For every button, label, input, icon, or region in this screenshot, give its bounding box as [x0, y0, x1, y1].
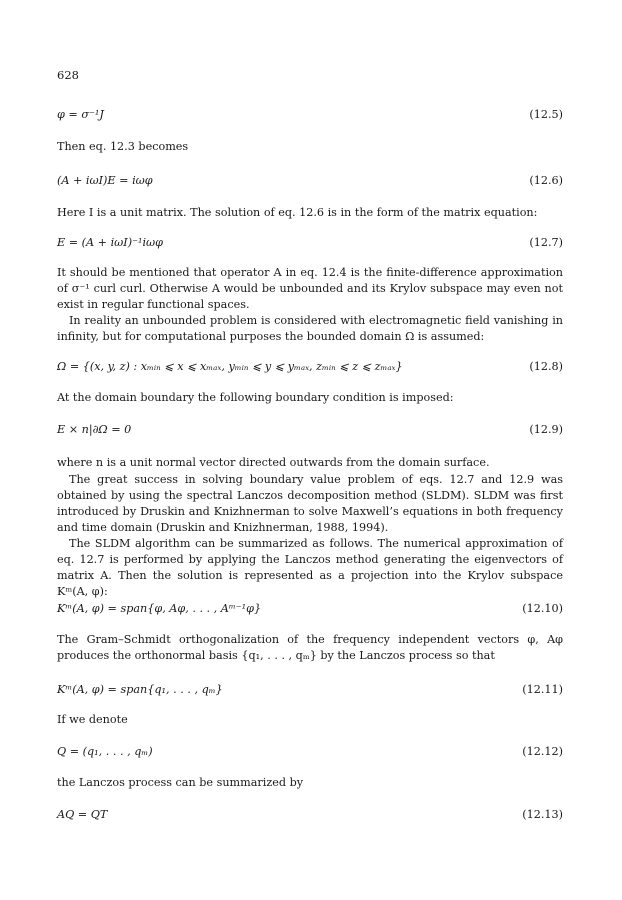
equation-number: (12.9) — [529, 423, 563, 436]
paragraph-if-we-denote: If we denote — [57, 713, 128, 726]
equation-number: (12.13) — [522, 808, 563, 821]
equation-12-13 — [57, 808, 563, 824]
equation-number: (12.6) — [529, 174, 563, 187]
equation-12-9 — [57, 423, 563, 439]
equation-expression: φ = σ⁻¹J — [57, 108, 104, 121]
equation-12-6 — [57, 174, 563, 190]
equation-number: (12.7) — [529, 236, 563, 249]
equation-expression: E = (A + iωI)⁻¹iωφ — [57, 236, 163, 249]
equation-12-7 — [57, 236, 563, 252]
paragraph-then-eq: Then eq. 12.3 becomes — [57, 140, 189, 153]
equation-expression: Q = (q₁, . . . , qₘ) — [57, 745, 153, 758]
equation-expression: E × n|∂Ω = 0 — [57, 423, 132, 436]
equation-12-10 — [57, 602, 563, 618]
paragraph-lanczos-summary: the Lanczos process can be summarized by — [57, 776, 304, 789]
equation-number: (12.11) — [522, 683, 563, 696]
paragraph-sldm-success: The great success in solving boundary value problem of eqs. 12.7 and 12.9 was obtained by using the spectral Lanczos decomposition method (SLDM). SLDM was first introduced by Druskin and Knizhnerman to solve Maxwell’s equations in both frequency and time domain (Druskin and Knizhnerman, 1988, 1994). — [57, 473, 563, 534]
paragraph-boundary-condition: At the domain boundary the following boundary condition is imposed: — [57, 391, 454, 404]
equation-12-5 — [57, 108, 563, 124]
paragraph-gram-schmidt: The Gram–Schmidt orthogonalization of the frequency independent vectors φ, Aφ produces the orthonormal basis {q₁, . . . , qₘ} by the Lanczos process so that — [57, 633, 563, 662]
paragraph-operator-mention: It should be mentioned that operator A in eq. 12.4 is the finite-difference approximation of σ⁻¹ curl curl. Otherwise A would be unbounded and its Krylov subspace may even not exist in regular functional spaces. — [57, 266, 563, 311]
equation-12-12 — [57, 745, 563, 761]
page-number: 628 — [57, 68, 79, 82]
equation-expression: Kᵐ(A, φ) = span{q₁, . . . , qₘ} — [57, 683, 223, 696]
paragraph-where-n: where n is a unit normal vector directed outwards from the domain surface. — [57, 456, 490, 469]
equation-12-8 — [57, 360, 563, 376]
equation-expression: Ω = {(x, y, z) : xₘᵢₙ ⩽ x ⩽ xₘₐₓ, yₘᵢₙ ⩽ y ⩽ yₘₐₓ, zₘᵢₙ ⩽ z ⩽ zₘₐₓ} — [57, 360, 403, 373]
equation-number: (12.8) — [529, 360, 563, 373]
equation-number: (12.5) — [529, 108, 563, 121]
equation-expression: Kᵐ(A, φ) = span{φ, Aφ, . . . , Aᵐ⁻¹φ} — [57, 602, 262, 615]
paragraph-unbounded-problem: In reality an unbounded problem is considered with electromagnetic field vanishing in infinity, but for computational purposes the bounded domain Ω is assumed: — [57, 314, 563, 343]
equation-expression: AQ = QT — [57, 808, 108, 821]
paragraph-here-unit-matrix: Here I is a unit matrix. The solution of eq. 12.6 is in the form of the matrix equation: — [57, 206, 538, 219]
equation-12-11 — [57, 683, 563, 699]
paragraph-sldm-algorithm: The SLDM algorithm can be summarized as follows. The numerical approximation of eq. 12.7 is performed by applying the Lanczos method generating the eigenvectors of matrix A. Then the solution is represented as a projection into the Krylov subspace Kᵐ(A, φ): — [57, 537, 563, 598]
equation-number: (12.10) — [522, 602, 563, 615]
equation-number: (12.12) — [522, 745, 563, 758]
equation-expression: (A + iωI)E = iωφ — [57, 174, 153, 187]
